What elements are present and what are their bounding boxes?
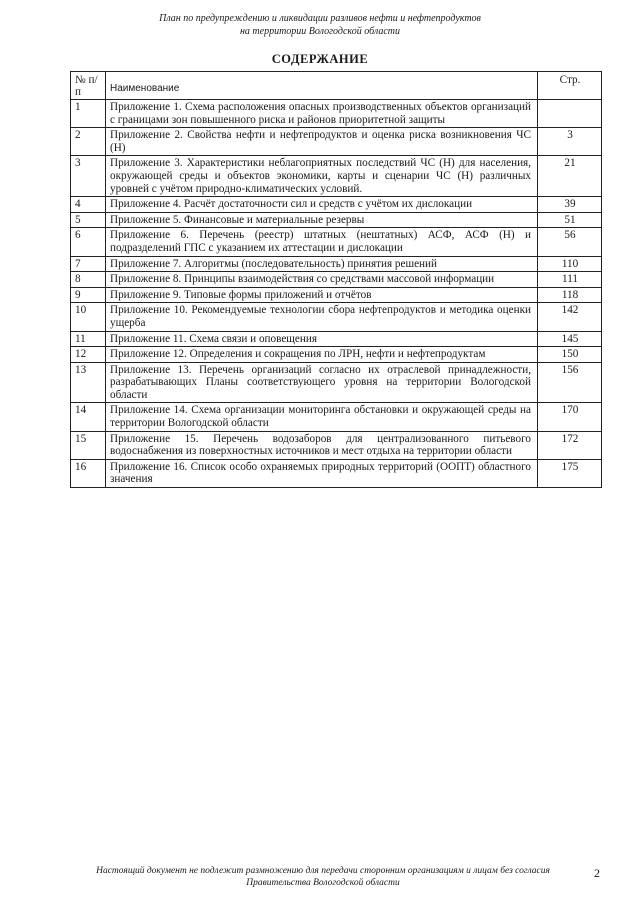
row-page [538, 100, 602, 128]
header-line-2: на территории Вологодской области [239, 26, 401, 37]
table-row [71, 212, 602, 228]
row-name: Приложение 7. Алгоритмы (последовательность) принятия решений [106, 256, 538, 272]
contents-table-body [71, 100, 602, 488]
table-row [71, 331, 602, 347]
row-number: 7 [71, 256, 106, 272]
table-row [71, 272, 602, 288]
row-page: 142 [538, 303, 602, 331]
row-name: Приложение 3. Характеристики неблагоприятных последствий ЧС (Н) для населения, окружающей среды и объектов экономики, карты и сценарии ЧС (Н) различных уровней с учётом природно-климатических условий. [106, 156, 538, 197]
column-header-number: № п/п [71, 72, 106, 100]
row-number: 16 [71, 459, 106, 487]
row-page: 145 [538, 331, 602, 347]
header-line-1: План по предупреждению и ликвидации разливов нефти и нефтепродуктов [159, 13, 481, 24]
row-page: 156 [538, 362, 602, 403]
row-name: Приложение 2. Свойства нефти и нефтепродуктов и оценка риска возникновения ЧС (Н) [106, 128, 538, 156]
page-number: 2 [594, 866, 600, 880]
row-name: Приложение 15. Перечень водозаборов для централизованного питьевого водоснабжения из поверхностных источников и мест отдыха на территории области [106, 431, 538, 459]
column-header-page: Стр. [538, 72, 602, 100]
row-page: 150 [538, 347, 602, 363]
row-name: Приложение 11. Схема связи и оповещения [106, 331, 538, 347]
row-page: 3 [538, 128, 602, 156]
table-row [71, 128, 602, 156]
row-number: 9 [71, 287, 106, 303]
page-title: СОДЕРЖАНИЕ [271, 52, 369, 66]
table-row [71, 403, 602, 431]
column-header-name: Наименование [106, 72, 538, 100]
row-page: 175 [538, 459, 602, 487]
table-row [71, 431, 602, 459]
row-number: 12 [71, 347, 106, 363]
table-row [71, 197, 602, 213]
table-header-row [71, 72, 602, 100]
table-row [71, 347, 602, 363]
row-number: 11 [71, 331, 106, 347]
row-name: Приложение 10. Рекомендуемые технологии сбора нефтепродуктов и методика оценки ущерба [106, 303, 538, 331]
row-name: Приложение 1. Схема расположения опасных производственных объектов организаций с границами зон повышенного риска и районов приоритетной защиты [106, 100, 538, 128]
row-page: 56 [538, 228, 602, 256]
row-page: 111 [538, 272, 602, 288]
row-page: 110 [538, 256, 602, 272]
row-page: 172 [538, 431, 602, 459]
row-name: Приложение 14. Схема организации мониторинга обстановки и окружающей среды на территории Вологодской области [106, 403, 538, 431]
row-page: 118 [538, 287, 602, 303]
row-number: 8 [71, 272, 106, 288]
table-row [71, 156, 602, 197]
row-name: Приложение 16. Список особо охраняемых природных территорий (ООПТ) областного значения [106, 459, 538, 487]
contents-table [70, 71, 602, 488]
row-page: 51 [538, 212, 602, 228]
row-number: 4 [71, 197, 106, 213]
table-row [71, 287, 602, 303]
table-row [71, 459, 602, 487]
row-number: 6 [71, 228, 106, 256]
row-name: Приложение 9. Типовые формы приложений и отчётов [106, 287, 538, 303]
table-row [71, 228, 602, 256]
row-name: Приложение 6. Перечень (реестр) штатных (нештатных) АСФ, АСФ (Н) и подразделений ГПС с указанием их аттестации и дислокации [106, 228, 538, 256]
row-page: 39 [538, 197, 602, 213]
row-number: 13 [71, 362, 106, 403]
row-number: 14 [71, 403, 106, 431]
table-row [71, 362, 602, 403]
running-header [0, 12, 640, 38]
row-number: 3 [71, 156, 106, 197]
row-number: 1 [71, 100, 106, 128]
table-row [71, 256, 602, 272]
footer-disclaimer: Настоящий документ не подлежит размножению для передачи сторонним организациям и лицам без согласия Правительства Вологодской области [96, 866, 550, 888]
row-number: 2 [71, 128, 106, 156]
row-page: 21 [538, 156, 602, 197]
row-page: 170 [538, 403, 602, 431]
row-name: Приложение 5. Финансовые и материальные резервы [106, 212, 538, 228]
row-number: 15 [71, 431, 106, 459]
row-name: Приложение 4. Расчёт достаточности сил и средств с учётом их дислокации [106, 197, 538, 213]
table-row [71, 100, 602, 128]
row-name: Приложение 13. Перечень организаций согласно их отраслевой принадлежности, разрабатывающих Планы соответствующего уровня на территории Вологодской области [106, 362, 538, 403]
table-row [71, 303, 602, 331]
row-number: 5 [71, 212, 106, 228]
row-name: Приложение 8. Принципы взаимодействия со средствами массовой информации [106, 272, 538, 288]
row-name: Приложение 12. Определения и сокращения по ЛРН, нефти и нефтепродуктам [106, 347, 538, 363]
row-number: 10 [71, 303, 106, 331]
